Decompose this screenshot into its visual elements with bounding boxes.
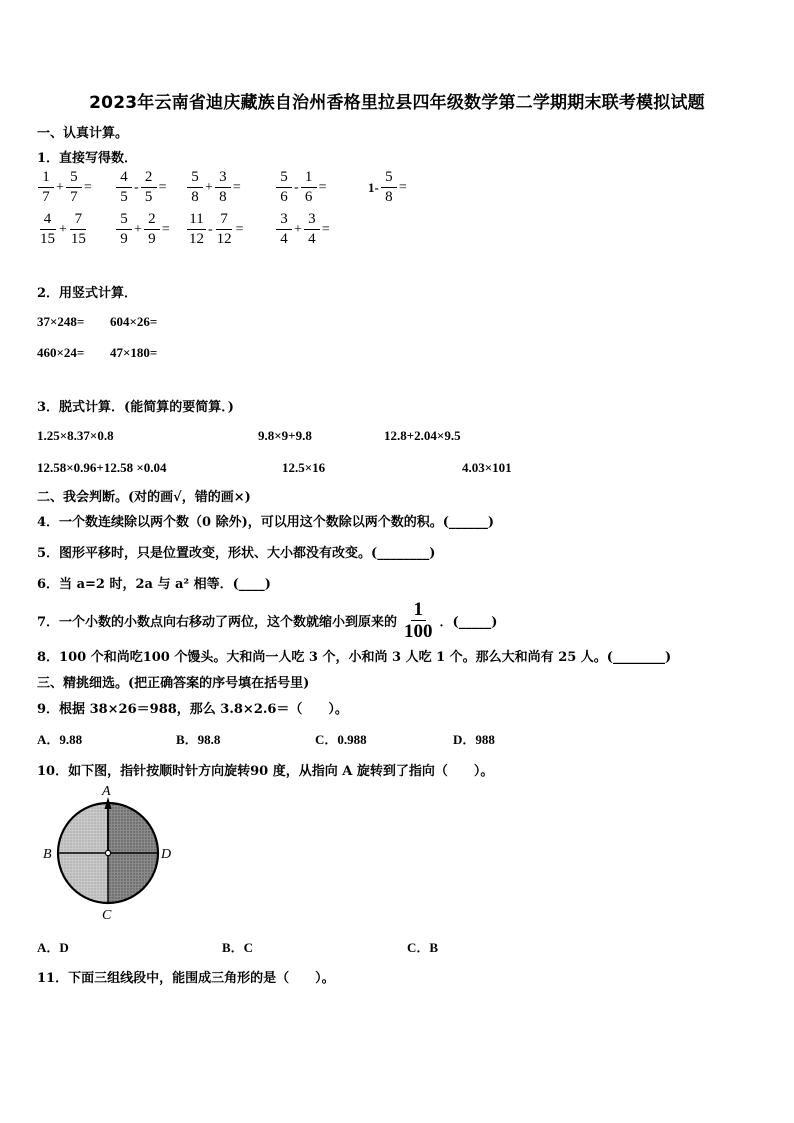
section-3-heading: 三、精挑细选。(把正确答案的序号填在括号里): [37, 676, 310, 691]
calc-item: 12.5×16: [282, 460, 326, 475]
fraction-expression: $\frac{4}{15}$ + $\frac{7}{15}$: [40, 211, 86, 247]
question-5: 5．图形平移时，只是位置改变，形状、大小都没有改变。(________): [37, 546, 436, 561]
calc-item: 9.8×9+9.8: [258, 428, 312, 443]
calc-item: 37×248=: [37, 314, 85, 329]
question-1-label: 1．直接写得数．: [37, 151, 138, 166]
question-8: 8．100 个和尚吃100 个馒头。大和尚一人吃 3 个，小和尚 3 人吃 1 个。那么大和尚有 25 人。(________): [37, 650, 672, 665]
question-10: 10．如下图，指针按顺时针方向旋转90 度，从指向 A 旋转到了指向（ ）。: [37, 764, 494, 779]
question-6: 6．当 a=2 时，2a 与 a² 相等．(____): [37, 577, 271, 592]
calc-item: 1.25×8.37×0.8: [37, 428, 114, 443]
section-2-heading: 二、我会判断。(对的画√，错的画×): [37, 490, 251, 505]
fraction-expression: $\frac{5}{9}$ + $\frac{2}{9}$ =: [115, 212, 171, 247]
question-7-tail: ．(_____): [439, 615, 498, 630]
question-3-label: 3．脱式计算．(能简算的要简算．): [37, 400, 234, 415]
option-b: B．C: [222, 940, 254, 955]
fraction-expression: $\frac{4}{5}$ - $\frac{2}{5}$ =: [115, 170, 168, 205]
calc-item: 4.03×101: [462, 460, 512, 475]
dial-label-d: D: [161, 847, 172, 862]
option-a: A．D: [37, 940, 69, 955]
calc-item: 12.58×0.96+12.58 ×0.04: [37, 460, 167, 475]
fraction-one-hundredth: $\frac{1}{100}$: [404, 599, 433, 642]
fraction-expression: $\frac{5}{6}$ - $\frac{1}{6}$ =: [275, 170, 328, 205]
option-c: C．B: [407, 940, 439, 955]
question-7-text: 7．一个小数的小数点向右移动了两位，这个数就缩小到原来的: [37, 615, 398, 630]
calc-item: 460×24=: [37, 345, 85, 360]
question-9: 9．根据 38×26＝988，那么 3.8×2.6＝（ ）。: [37, 702, 348, 717]
question-2-label: 2．用竖式计算．: [37, 286, 138, 301]
dial-label-a: A: [102, 784, 111, 799]
option-c: C．0.988: [315, 732, 367, 747]
calc-item: 12.8+2.04×9.5: [384, 428, 461, 443]
dial-label-b: B: [43, 847, 52, 862]
question-4: 4．一个数连续除以两个数（0 除外)，可以用这个数除以两个数的积。(______): [37, 515, 495, 530]
question-11: 11．下面三组线段中，能围成三角形的是（ ）。: [37, 971, 335, 986]
fraction-expression: $\frac{5}{8}$ + $\frac{3}{8}$ =: [186, 170, 242, 205]
calc-item: 47×180=: [110, 345, 158, 360]
fraction-expression: 1- $\frac{5}{8}$ =: [368, 169, 407, 205]
fraction-expression: $\frac{1}{7}$ + $\frac{5}{7}$ =: [37, 170, 93, 205]
dial-label-c: C: [102, 908, 112, 923]
fraction-expression: $\frac{11}{12}$ - $\frac{7}{12}$ =: [189, 211, 244, 247]
option-b: B．98.8: [176, 732, 221, 747]
question-7: [37, 600, 497, 641]
calc-item: 604×26=: [110, 314, 158, 329]
pointer-dial-figure: [40, 783, 180, 923]
fraction-expression: $\frac{3}{4}$ + $\frac{3}{4}$ =: [275, 212, 331, 247]
option-d: D．988: [453, 732, 495, 747]
page-title: 2023年云南省迪庆藏族自治州香格里拉县四年级数学第二学期期末联考模拟试题: [89, 93, 705, 113]
option-a: A．9.88: [37, 732, 83, 747]
section-1-heading: 一、认真计算。: [37, 126, 129, 141]
